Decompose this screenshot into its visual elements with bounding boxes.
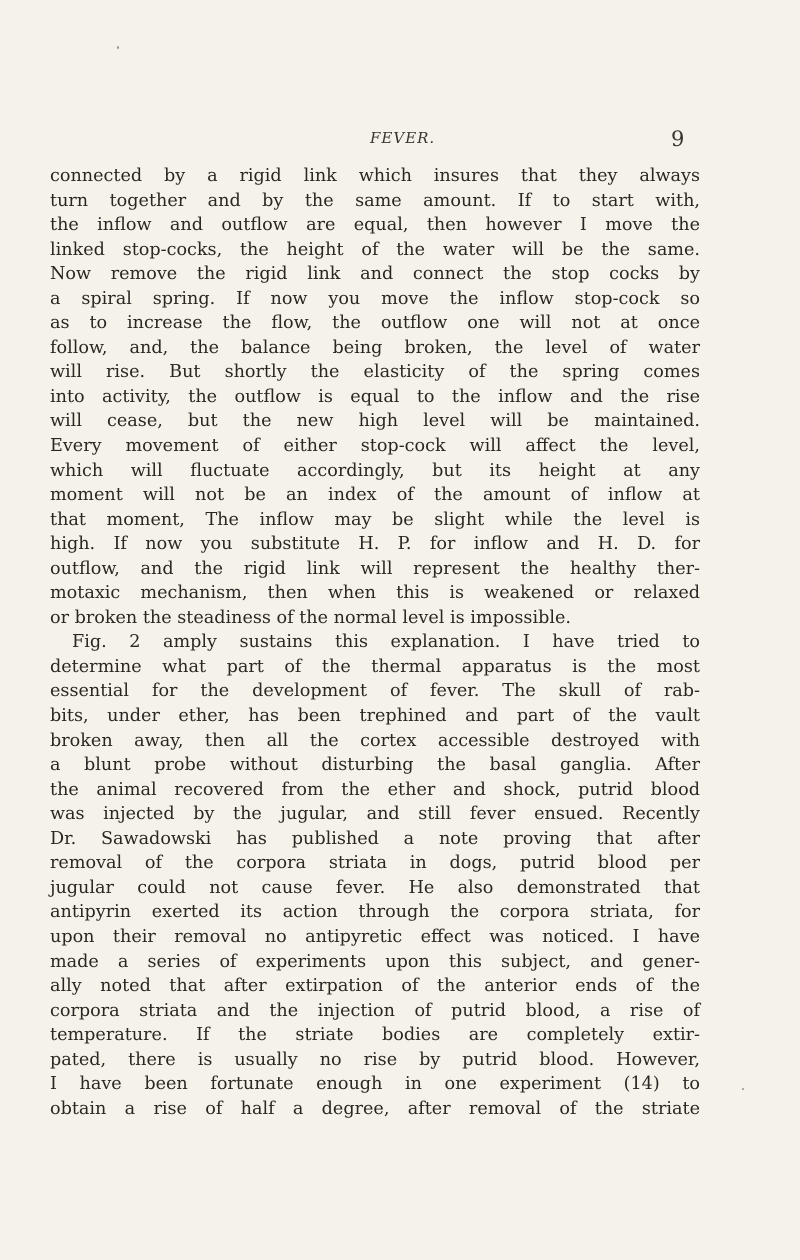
paper-speck (742, 1088, 744, 1090)
text-line: broken away, then all the cortex accessible destroyed with (50, 730, 700, 751)
text-line: follow, and, the balance being broken, the level of water (50, 337, 700, 358)
text-line: the animal recovered from the ether and shock, putrid blood (50, 779, 700, 800)
body-text (50, 164, 700, 1121)
text-line: essential for the development of fever. The skull of rab- (50, 681, 700, 702)
text-line: moment will not be an index of the amount of inflow at (50, 485, 700, 506)
text-line: pated, there is usually no rise by putrid blood. However, (50, 1049, 700, 1070)
running-head-title: FEVER. (370, 129, 436, 147)
text-line: bits, under ether, has been trephined and part of the vault (50, 706, 700, 727)
text-line: linked stop-cocks, the height of the water will be the same. (50, 239, 700, 260)
text-line: corpora striata and the injection of putrid blood, a rise of (50, 1000, 700, 1021)
text-line: outflow, and the rigid link will represent the healthy ther- (50, 558, 700, 579)
text-line: antipyrin exerted its action through the corpora striata, for (50, 902, 700, 923)
text-line: temperature. If the striate bodies are completely extir- (50, 1025, 700, 1046)
text-line: connected by a rigid link which insures that they always (50, 166, 700, 186)
text-line: motaxic mechanism, then when this is weakened or relaxed (50, 583, 700, 604)
text-line: upon their removal no antipyretic effect was noticed. I have (50, 926, 700, 947)
text-line: Every movement of either stop-cock will affect the level, (50, 436, 700, 457)
text-line: obtain a rise of half a degree, after removal of the striate (50, 1098, 700, 1119)
text-line: determine what part of the thermal apparatus is the most (50, 656, 700, 677)
text-line: will rise. But shortly the elasticity of the spring comes (50, 362, 700, 383)
text-line: I have been fortunate enough in one experiment (14) to (50, 1074, 700, 1095)
text-line: a blunt probe without disturbing the basal ganglia. After (50, 755, 700, 776)
text-line: as to increase the flow, the outflow one will not at once (50, 313, 700, 334)
text-line: will cease, but the new high level will be maintained. (50, 411, 700, 432)
text-line: turn together and by the same amount. If to start with, (50, 190, 700, 211)
text-line: was injected by the jugular, and still fever ensued. Recently (50, 804, 700, 825)
paper-speck (117, 46, 119, 49)
text-line: the inflow and outflow are equal, then however I move the (50, 215, 700, 236)
text-line: Now remove the rigid link and connect the stop cocks by (50, 264, 700, 285)
text-line: into activity, the outflow is equal to the inflow and the rise (50, 386, 700, 407)
text-line: which will fluctuate accordingly, but its height at any (50, 460, 700, 481)
text-line-paragraph-end: or broken the steadiness of the normal level is impossible. (50, 607, 571, 628)
text-line: made a series of experiments upon this subject, and gener- (50, 951, 700, 972)
text-line: Dr. Sawadowski has published a note proving that after (50, 828, 700, 849)
text-line-paragraph-start: Fig. 2 amply sustains this explanation. I have tried to (72, 632, 700, 653)
text-line: jugular could not cause fever. He also demonstrated that (50, 877, 700, 898)
text-line: a spiral spring. If now you move the inflow stop-cock so (50, 288, 700, 309)
text-line: high. If now you substitute H. P. for inflow and H. D. for (50, 534, 700, 555)
page-number: 9 (671, 127, 685, 151)
text-line: that moment, The inflow may be slight while the level is (50, 509, 700, 530)
text-line: ally noted that after extirpation of the anterior ends of the (50, 976, 700, 997)
text-line: removal of the corpora striata in dogs, putrid blood per (50, 853, 700, 874)
